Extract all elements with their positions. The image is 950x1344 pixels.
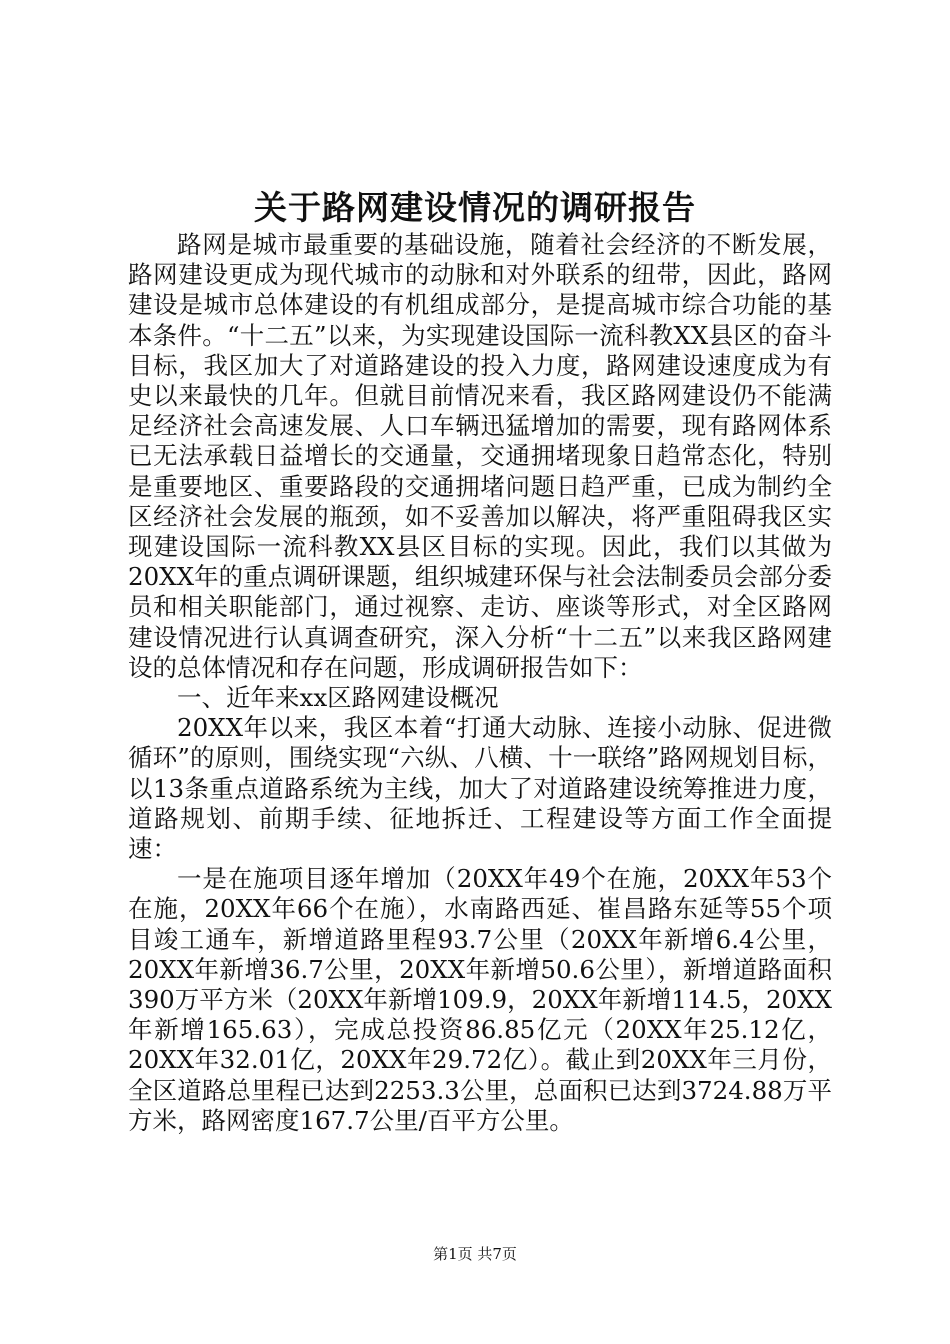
intro-paragraph: 路网是城市最重要的基础设施，随着社会经济的不断发展，路网建设更成为现代城市的动脉和对外联系的纽带，因此，路网建设是城市总体建设的有机组成部分，是提高城市综合功能的基本条件。“十二五”以来，为实现建设国际一流科教XX县区的奋斗目标，我区加大了对道路建设的投入力度，路网建设速度成为有史以来最快的几年。但就目前情况来看，我区路网建设仍不能满足经济社会高速发展、人口车辆迅猛增加的需要，现有路网体系已无法承载日益增长的交通量，交通拥堵现象日趋常态化，特别是重要地区、重要路段的交通拥堵问题日趋严重，已成为制约全区经济社会发展的瓶颈，如不妥善加以解决，将严重阻碍我区实现建设国际一流科教XX县区目标的实现。因此，我们以其做为20XX年的重点调研课题，组织城建环保与社会法制委员会部分委员和相关职能部门，通过视察、走访、座谈等形式，对全区路网建设情况进行认真调查研究，深入分析“十二五”以来我区路网建设的总体情况和存在问题，形成调研报告如下：	[128, 230, 832, 682]
page-number-footer: 第1页 共7页	[433, 1245, 517, 1263]
document-title: 关于路网建设情况的调研报告	[254, 188, 696, 227]
section-heading: 一、近年来xx区路网建设概况	[177, 683, 499, 713]
document-body	[128, 230, 832, 1136]
overview-paragraph: 20XX年以来，我区本着“打通大动脉、连接小动脉、促进微循环”的原则，围绕实现“六纵、八横、十一联络”路网规划目标，以13条重点道路系统为主线，加大了对道路建设统筹推进力度，道路规划、前期手续、征地拆迁、工程建设等方面工作全面提速：	[128, 713, 832, 864]
projects-paragraph: 一是在施项目逐年增加（20XX年49个在施，20XX年53个在施，20XX年66个在施），水南路西延、崔昌路东延等55个项目竣工通车，新增道路里程93.7公里（20XX年新增6.4公里，20XX年新增36.7公里，20XX年新增50.6公里），新增道路面积390万平方米（20XX年新增109.9，20XX年新增114.5，20XX年新增165.63），完成总投资86.85亿元（20XX年25.12亿，20XX年32.01亿，20XX年29.72亿）。截止到20XX年三月份，全区道路总里程已达到2253.3公里，总面积已达到3724.88万平方米，路网密度167.7公里/百平方公里。	[128, 864, 832, 1135]
